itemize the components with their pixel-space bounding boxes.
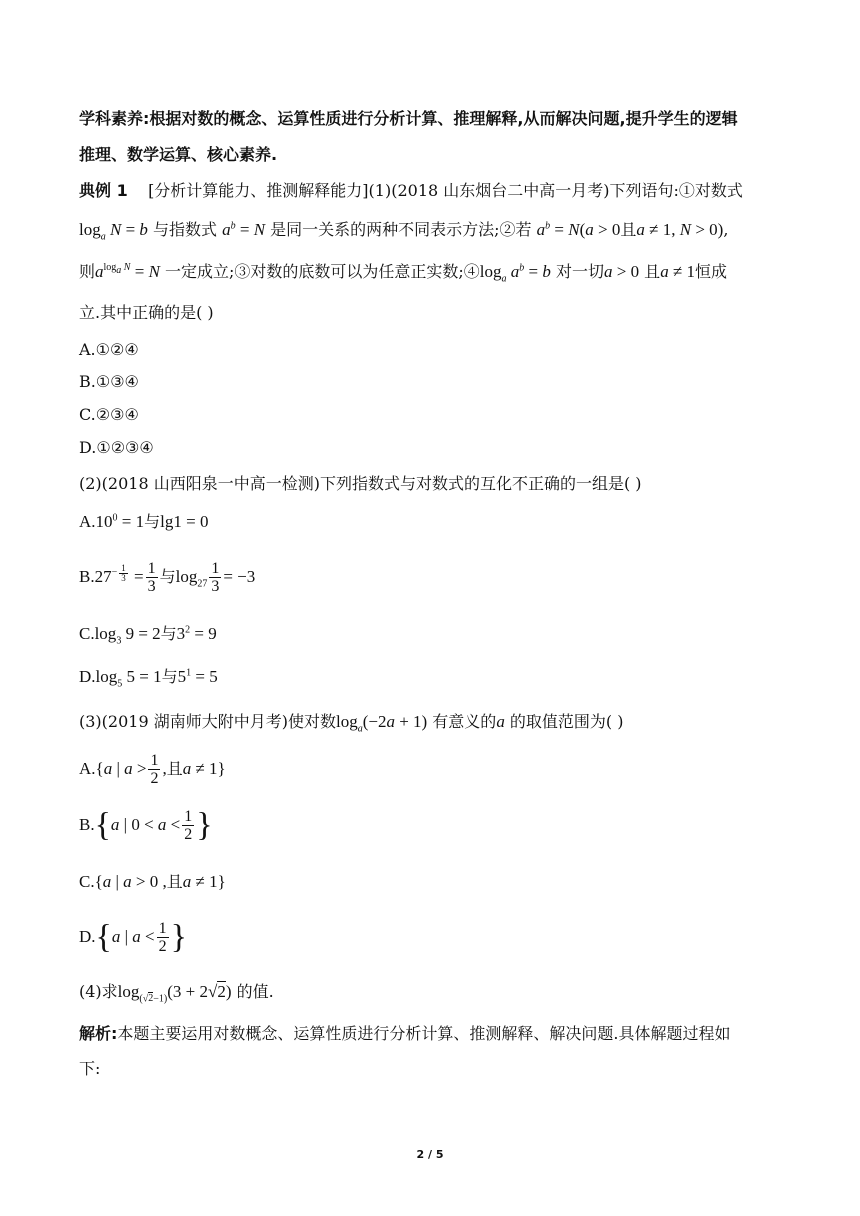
q2-option-a: $A.10^0 = 1$与lg1 = 0 xyxy=(79,512,209,531)
literacy-line-2: 推理、数学运算、核心素养. xyxy=(79,145,278,164)
q3-option-b: B.{a | 0 < a < $\frac{1}{2}$ } xyxy=(79,806,213,844)
q1-line-3: 则$a^{log_a N} = N$ 一定成立;③对数的底数可以为任意正实数$;④\log_a$ $a^b = b$ 对一切a > 0 且a ≠ 1恒成 xyxy=(79,262,728,285)
q1-line-2: $\log_a N = b$ 与指数式 $a^b = N$ 是同一关系的两种不同表示方法;②若 $a^b = N(a > 0$且a ≠ 1, N > 0), xyxy=(79,220,729,243)
q2-option-c: $C.\log_3$ 9 = 2与$3^2 = 9$ xyxy=(79,624,217,647)
q1-option-b: B.①③④ xyxy=(79,372,139,391)
analysis-line-2: 下: xyxy=(79,1059,101,1078)
analysis-label: 解析: xyxy=(79,1024,118,1043)
q1-option-a: A.①②④ xyxy=(79,340,139,359)
q3-option-d: D.{a | a < $\frac{1}{2}$ } xyxy=(79,918,187,956)
literacy-text: 根据对数的概念、运算性质进行分析计算、推理解释,从而解决问题,提升学生的逻辑 xyxy=(149,109,738,128)
q4-stem: (4)求$\log_{(√2-1)}(3 + 2√2)$ 的值. xyxy=(79,982,274,1005)
q3-option-c: C.{a | a > 0 ,且a ≠ 1} xyxy=(79,872,226,891)
analysis-text: 本题主要运用对数概念、运算性质进行分析计算、推测解释、解决问题.具体解题过程如 xyxy=(117,1024,731,1043)
example-intro: [分析计算能力、推测解释能力](1)(2018 山东烟台二中高一月考)下列语句:①对数式 xyxy=(148,181,743,200)
q1-option-c: C.②③④ xyxy=(79,405,139,424)
q2-option-b: $B.27^{- \frac{1}{3}}$ = $\frac{1}{3}$ 与$\log_{27}$ $\frac{1}{3}$ = −3 xyxy=(79,560,256,595)
example-heading xyxy=(79,180,794,202)
page-number: 2 / 5 xyxy=(416,1148,444,1161)
literacy-line-1 xyxy=(79,108,794,130)
q3-option-a: A.{a | a > $\frac{1}{2}$ ,且a ≠ 1} xyxy=(79,752,226,787)
q2-option-d: $D.\log_5$ 5 = 1与$5^1 = 5$ xyxy=(79,667,218,690)
literacy-label: 学科素养: xyxy=(79,109,150,128)
analysis-line-1 xyxy=(79,1023,794,1045)
example-label: 典例 1 xyxy=(79,181,128,200)
q1-line-4: 立.其中正确的是( ) xyxy=(79,303,214,322)
q2-stem: (2)(2018 山西阳泉一中高一检测)下列指数式与对数式的互化不正确的一组是( ) xyxy=(79,474,642,493)
q3-stem: (3)(2019 湖南师大附中月考)使对数$\log_a(-2a + 1)$ 有意义的a 的取值范围为( ) xyxy=(79,712,624,735)
q1-option-d: D.①②③④ xyxy=(79,438,154,457)
